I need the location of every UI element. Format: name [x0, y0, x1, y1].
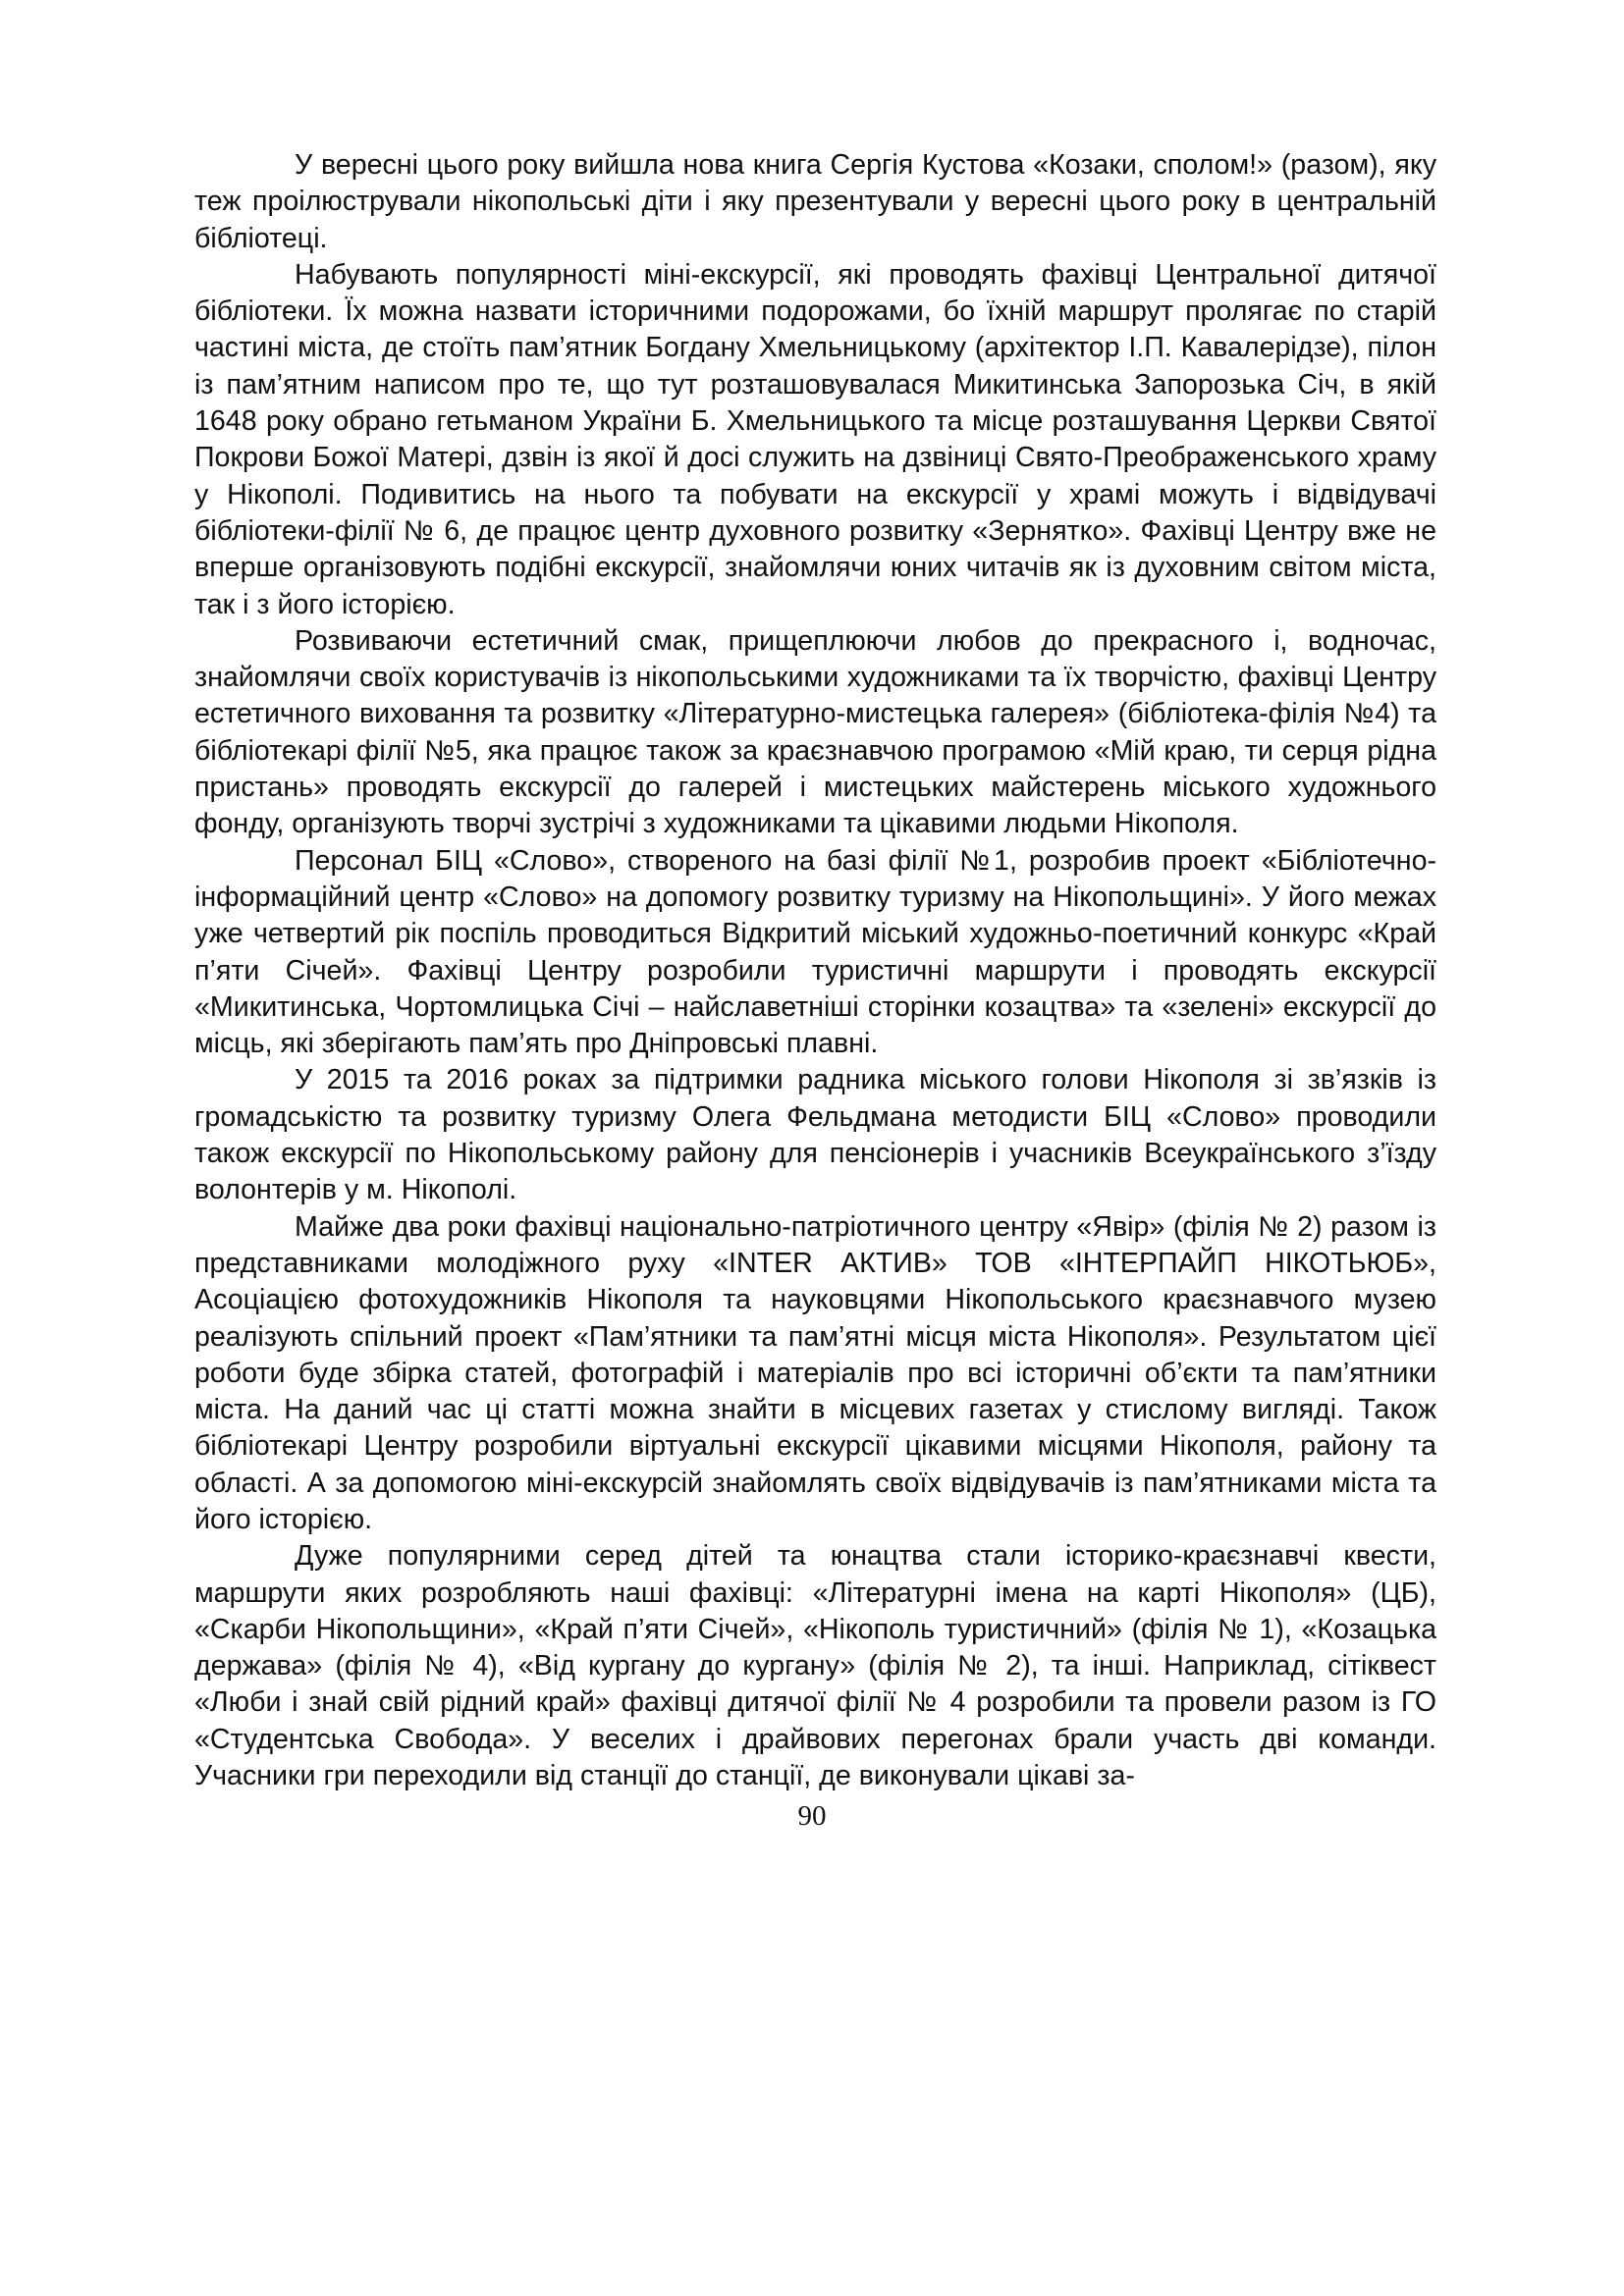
paragraph-1: У вересні цього року вийшла нова книга Сергія Кустова «Козаки, сполом!» (разом), яку теж проілюстрували нікопольські діти і яку презентували у вересні цього року в центральній бібліотеці.: [194, 149, 1436, 254]
paragraph-3: Розвиваючи естетичний смак, прищеплюючи любов до прекрасного і, водночас, знайомлячи своїх користувачів із нікопольськими художниками та їх творчістю, фахівці Центру естетичного виховання та розвитку «Літературно-мистецька галерея» (бібліотека-філія №4) та бібліотекарі філії №5, яка працює також за краєзнавчою програмою «Мій краю, ти серця рідна пристань» проводять екскурсії до галерей і мистецьких майстерень міського художнього фонду, організують творчі зустрічі з художниками та цікавими людьми Нікополя.: [194, 624, 1436, 840]
paragraph-7: Дуже популярними серед дітей та юнацтва стали історико-краєзнавчі квести, маршрути яких розробляють наші фахівці: «Літературні імена на карті Нікополя» (ЦБ), «Скарби Нікопольщини», «Край п’яти Січей», «Нікополь туристичний» (філія № 1), «Козацька держава» (філія № 4), «Від кургану до кургану» (філія № 2), та інші. Наприклад, сітіквест «Люби і знай свій рідний край» фахівці дитячої філії № 4 розробили та провели разом із ГО «Студентська Свобода». У веселих і драйвових перегонах брали участь дві команди. Учасники гри переходили від станції до станції, де виконували цікаві за-: [194, 1540, 1436, 1792]
paragraph-5: У 2015 та 2016 роках за підтримки радника міського голови Нікополя зі зв’язків із громадськістю та розвитку туризму Олега Фельдмана методисти БІЦ «Слово» проводили також екскурсії по Нікопольському району для пенсіонерів і учасників Всеукраїнського з’їзду волонтерів у м. Нікополі.: [194, 1064, 1436, 1206]
paragraph-6: Майже два роки фахівці національно-патріотичного центру «Явір» (філія № 2) разом із представниками молодіжного руху «INTER АКТИВ» ТОВ «ІНТЕРПАЙП НІКОТЬЮБ», Асоціацією фотохудожників Нікополя та науковцями Нікопольського краєзнавчого музею реалізують спільний проект «Пам’ятники та пам’ятні місця міста Нікополя». Результатом цієї роботи буде збірка статей, фотографій і матеріалів про всі історичні об’єкти та пам’ятники міста. На даний час ці статті можна знайти в місцевих газетах у стислому вигляді. Також бібліотекарі Центру розробили віртуальні екскурсії цікавими місцями Нікополя, району та області. А за допомогою міні-екскурсій знайомлять своїх відвідувачів із пам’ятниками міста та його історією.: [194, 1210, 1436, 1535]
document-body: [194, 147, 1436, 1794]
paragraph-4: Персонал БІЦ «Слово», створеного на базі філії №1, розробив проект «Бібліотечно-інформаційний центр «Слово» на допомогу розвитку туризму на Нікопольщині». У його межах уже четвертий рік поспіль проводиться Відкритий міський художньо-поетичний конкурс «Край п’яти Січей». Фахівці Центру розробили туристичні маршрути і проводять екскурсії «Микитинська, Чортомлицька Січі – найславетніші сторінки козацтва» та «зелені» екскурсії до місць, які зберігають пам’ять про Дніпровські плавні.: [194, 844, 1436, 1060]
page-number: 90: [797, 1800, 827, 1832]
paragraph-2: Набувають популярності міні-екскурсії, які проводять фахівці Центральної дитячої бібліотеки. Їх можна назвати історичними подорожами, бо їхній маршрут пролягає по старій частині міста, де стоїть пам’ятник Богдану Хмельницькому (архітектор І.П. Кавалерідзе), пілон із пам’ятним написом про те, що тут розташовувалася Микитинська Запорозька Січ, в якій 1648 року обрано гетьманом України Б. Хмельницького та місце розташування Церкви Святої Покрови Божої Матері, дзвін із якої й досі служить на дзвіниці Свято-Преображенського храму у Нікополі. Подивитись на нього та побувати на екскурсії у храмі можуть і відвідувачі бібліотеки-філії № 6, де працює центр духовного розвитку «Зернятко». Фахівці Центру вже не вперше організовують подібні екскурсії, знайомлячи юних читачів як із духовним світом міста, так і з його історією.: [194, 258, 1436, 620]
